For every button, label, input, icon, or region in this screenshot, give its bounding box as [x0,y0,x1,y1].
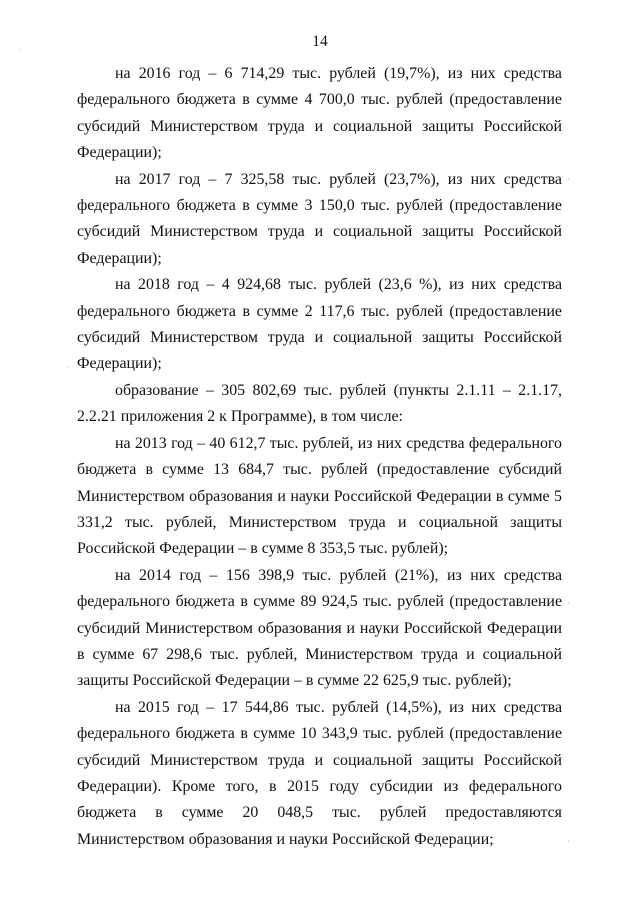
paragraph-education-2015: на 2015 год – 17 544,86 тыс. рублей (14,5%), из них средства федерального бюджета в сумме 10 343,9 тыс. рублей (предоставление субсидий Министерством труда и социальной защиты Российской Федерации). Кроме того, в 2015 году субсидии из федерального бюджета в сумме 20 048,5 тыс. рублей предоставляются Министерством образования и науки Российской Федерации; [77,698,562,848]
paragraph-education-2013: на 2013 год – 40 612,7 тыс. рублей, из них средства федерального бюджета в сумме 13 684,7 тыс. рублей (предоставление субсидий Министерством образования и науки Российской Федерации в сумме 5 331,2 тыс. рублей, Министерством труда и социальной защиты Российской Федерации – в сумме 8 353,5 тыс. рублей); [77,434,562,558]
scan-dot-mark: · [567,837,570,847]
scan-dot-mark: · [567,175,570,185]
document-body [77,61,562,853]
paragraph-2016: на 2016 год – 6 714,29 тыс. рублей (19,7%), из них средства федерального бюджета в сумме 4 700,0 тыс. рублей (предоставление субсидий Министерством труда и социальной защиты Российской Федерации); [77,65,562,162]
scan-dot-mark: · [567,599,570,609]
paragraph-education-total: образование – 305 802,69 тыс. рублей (пункты 2.1.11 – 2.1.17, 2.2.21 приложения 2 к Программе), в том числе: [77,381,562,426]
paragraph-2018: на 2018 год – 4 924,68 тыс. рублей (23,6 %), из них средства федерального бюджета в сумме 2 117,6 тыс. рублей (предоставление субсидий Министерством труда и социальной защиты Российской Федерации); [77,276,562,373]
paragraph-2017: на 2017 год – 7 325,58 тыс. рублей (23,7%), из них средства федерального бюджета в сумме 3 150,0 тыс. рублей (предоставление субсидий Министерством труда и социальной защиты Российской Федерации); [77,170,562,267]
paragraph-education-2014: на 2014 год – 156 398,9 тыс. рублей (21%), из них средства федерального бюджета в сумме 89 924,5 тыс. рублей (предоставление субсидий Министерством образования и науки Российской Федерации в сумме 67 298,6 тыс. рублей, Министерством труда и социальной защиты Российской Федерации – в сумме 22 625,9 тыс. рублей); [77,566,562,690]
page-number: 14 [312,33,328,50]
scan-dot-mark: · [19,46,22,56]
scan-dot-mark: · [66,363,69,373]
